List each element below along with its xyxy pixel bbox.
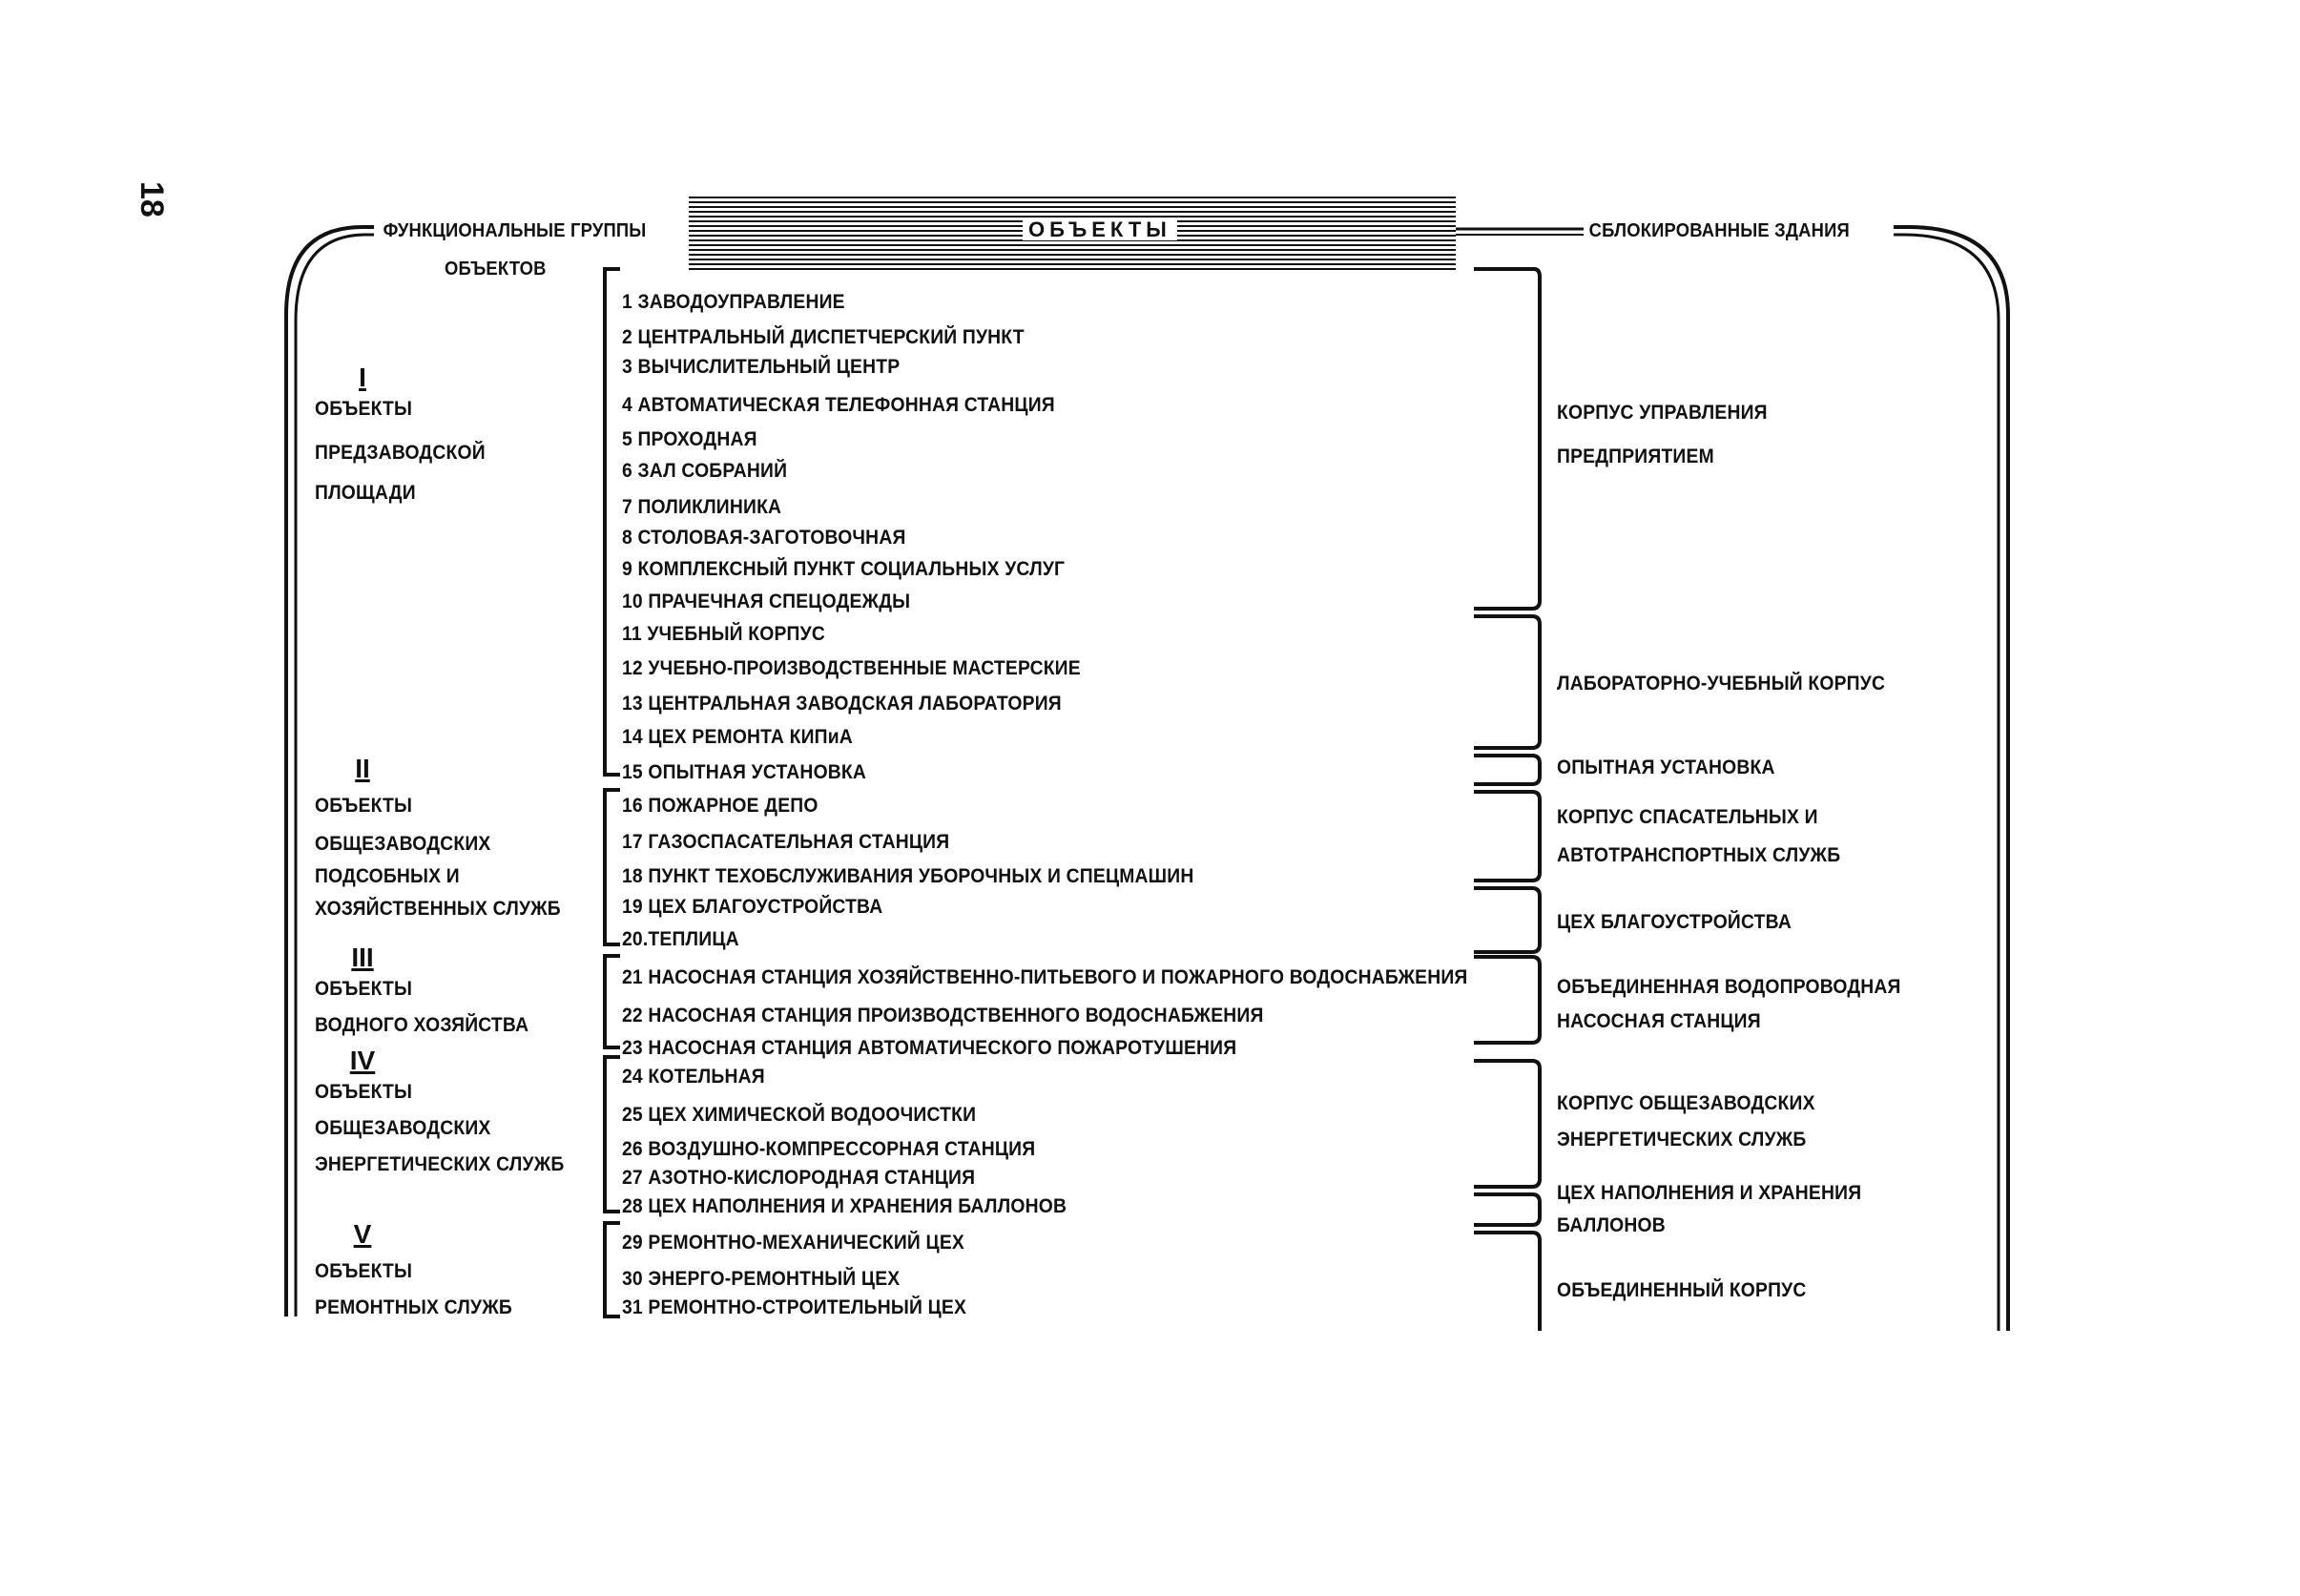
object-9: 9 КОМПЛЕКСНЫЙ ПУНКТ СОЦИАЛЬНЫХ УСЛУГ [622, 558, 1066, 580]
group-5-numeral: V [353, 1219, 372, 1249]
building-9-line-1: ОБЪЕДИНЕННЫЙ КОРПУС [1557, 1279, 1807, 1301]
object-17: 17 ГАЗОСПАСАТЕЛЬНАЯ СТАНЦИЯ [622, 831, 950, 853]
group-4-line-3: ЭНЕРГЕТИЧЕСКИХ СЛУЖБ [315, 1153, 565, 1175]
group-2-line-1: ОБЪЕКТЫ [315, 795, 413, 817]
group-1-line-2: ПРЕДЗАВОДСКОЙ [315, 442, 486, 464]
object-6: 6 ЗАЛ СОБРАНИЙ [622, 460, 788, 482]
object-24: 24 КОТЕЛЬНАЯ [622, 1066, 765, 1088]
building-6-line-2: НАСОСНАЯ СТАНЦИЯ [1557, 1010, 1761, 1032]
bracket-bld-6 [1474, 957, 1540, 1043]
building-2-line-1: ЛАБОРАТОРНО-УЧЕБНЫЙ КОРПУС [1557, 673, 1886, 694]
group-1-line-3: ПЛОЩАДИ [315, 482, 416, 504]
bracket-bld-3 [1474, 756, 1540, 784]
object-11: 11 УЧЕБНЫЙ КОРПУС [622, 623, 825, 645]
building-8-line-2: БАЛЛОНОВ [1557, 1214, 1666, 1236]
building-1-line-2: ПРЕДПРИЯТИЕМ [1557, 446, 1714, 467]
building-3-line-1: ОПЫТНАЯ УСТАНОВКА [1557, 757, 1775, 778]
building-7-line-1: КОРПУС ОБЩЕЗАВОДСКИХ [1557, 1092, 1815, 1114]
building-8-line-1: ЦЕХ НАПОЛНЕНИЯ И ХРАНЕНИЯ [1557, 1182, 1862, 1204]
object-25: 25 ЦЕХ ХИМИЧЕСКОЙ ВОДООЧИСТКИ [622, 1104, 977, 1126]
object-7: 7 ПОЛИКЛИНИКА [622, 496, 782, 518]
group-4-numeral: IV [349, 1046, 376, 1075]
group-4-line-2: ОБЩЕЗАВОДСКИХ [315, 1117, 491, 1139]
bracket-group-2 [605, 790, 620, 944]
group-1-line-1: ОБЪЕКТЫ [315, 398, 413, 420]
bracket-bld-9 [1474, 1233, 1540, 1331]
blocked-buildings-label: СБЛОКИРОВАННЫЕ ЗДАНИЯ [1585, 221, 1854, 240]
building-7-line-2: ЭНЕРГЕТИЧЕСКИХ СЛУЖБ [1557, 1129, 1807, 1150]
group-3-line-2: ВОДНОГО ХОЗЯЙСТВА [315, 1014, 529, 1036]
object-15: 15 ОПЫТНАЯ УСТАНОВКА [622, 761, 867, 783]
object-8: 8 СТОЛОВАЯ-ЗАГОТОВОЧНАЯ [622, 527, 906, 549]
objects-label: ОБЪЕКТЫ [1023, 219, 1177, 240]
object-20: 20.ТЕПЛИЦА [622, 928, 739, 950]
object-18: 18 ПУНКТ ТЕХОБСЛУЖИВАНИЯ УБОРОЧНЫХ И СПЕЦМАШИН [622, 865, 1194, 887]
object-10: 10 ПРАЧЕЧНАЯ СПЕЦОДЕЖДЫ [622, 591, 911, 612]
group-5-line-1: ОБЪЕКТЫ [315, 1260, 413, 1282]
group-2-line-4: ХОЗЯЙСТВЕННЫХ СЛУЖБ [315, 898, 561, 920]
bracket-group-1 [605, 269, 620, 775]
group-3-numeral: III [351, 943, 374, 972]
building-6-line-1: ОБЪЕДИНЕННАЯ ВОДОПРОВОДНАЯ [1557, 976, 1901, 998]
bracket-bld-4 [1474, 792, 1540, 881]
functional-groups-label-2: ОБЪЕКТОВ [445, 259, 547, 280]
object-19: 19 ЦЕХ БЛАГОУСТРОЙСТВА [622, 896, 883, 918]
building-4-line-1: КОРПУС СПАСАТЕЛЬНЫХ И [1557, 806, 1818, 828]
right-frame-line [1894, 227, 2008, 1331]
object-26: 26 ВОЗДУШНО-КОМПРЕССОРНАЯ СТАНЦИЯ [622, 1138, 1036, 1160]
group-2-numeral: II [355, 754, 370, 783]
object-12: 12 УЧЕБНО-ПРОИЗВОДСТВЕННЫЕ МАСТЕРСКИЕ [622, 657, 1081, 679]
object-28: 28 ЦЕХ НАПОЛНЕНИЯ И ХРАНЕНИЯ БАЛЛОНОВ [622, 1195, 1067, 1217]
bracket-bld-2 [1474, 616, 1540, 748]
building-1-line-1: КОРПУС УПРАВЛЕНИЯ [1557, 402, 1768, 424]
object-21: 21 НАСОСНАЯ СТАНЦИЯ ХОЗЯЙСТВЕННО-ПИТЬЕВОГО И ПОЖАРНОГО ВОДОСНАБЖЕНИЯ [622, 966, 1468, 988]
building-4-line-2: АВТОТРАНСПОРТНЫХ СЛУЖБ [1557, 844, 1841, 866]
object-3: 3 ВЫЧИСЛИТЕЛЬНЫЙ ЦЕНТР [622, 356, 901, 378]
object-27: 27 АЗОТНО-КИСЛОРОДНАЯ СТАНЦИЯ [622, 1167, 976, 1189]
bracket-group-5 [605, 1223, 620, 1316]
bracket-group-3 [605, 956, 620, 1047]
bracket-bld-1 [1474, 269, 1540, 609]
group-1-numeral: I [359, 363, 366, 392]
object-13: 13 ЦЕНТРАЛЬНАЯ ЗАВОДСКАЯ ЛАБОРАТОРИЯ [622, 693, 1062, 715]
group-4-line-1: ОБЪЕКТЫ [315, 1081, 413, 1103]
object-23: 23 НАСОСНАЯ СТАНЦИЯ АВТОМАТИЧЕСКОГО ПОЖАРОТУШЕНИЯ [622, 1037, 1237, 1059]
bracket-bld-7 [1474, 1061, 1540, 1187]
object-30: 30 ЭНЕРГО-РЕМОНТНЫЙ ЦЕХ [622, 1268, 901, 1290]
object-2: 2 ЦЕНТРАЛЬНЫЙ ДИСПЕТЧЕРСКИЙ ПУНКТ [622, 326, 1025, 348]
bracket-bld-8 [1474, 1194, 1540, 1225]
object-29: 29 РЕМОНТНО-МЕХАНИЧЕСКИЙ ЦЕХ [622, 1232, 964, 1254]
page-number: 18 [134, 181, 170, 218]
building-5-line-1: ЦЕХ БЛАГОУСТРОЙСТВА [1557, 911, 1792, 933]
object-22: 22 НАСОСНАЯ СТАНЦИЯ ПРОИЗВОДСТВЕННОГО ВОДОСНАБЖЕНИЯ [622, 1005, 1264, 1026]
right-frame-line-inner [1894, 235, 1999, 1331]
bracket-group-4 [605, 1057, 620, 1212]
object-5: 5 ПРОХОДНАЯ [622, 428, 757, 450]
group-3-line-1: ОБЪЕКТЫ [315, 978, 413, 1000]
object-1: 1 ЗАВОДОУПРАВЛЕНИЕ [622, 291, 845, 313]
functional-groups-label: ФУНКЦИОНАЛЬНЫЕ ГРУППЫ [380, 221, 650, 240]
object-31: 31 РЕМОНТНО-СТРОИТЕЛЬНЫЙ ЦЕХ [622, 1296, 967, 1318]
object-4: 4 АВТОМАТИЧЕСКАЯ ТЕЛЕФОННАЯ СТАНЦИЯ [622, 394, 1055, 416]
bracket-bld-5 [1474, 888, 1540, 952]
object-16: 16 ПОЖАРНОЕ ДЕПО [622, 795, 818, 817]
group-2-line-3: ПОДСОБНЫХ И [315, 865, 460, 887]
group-5-line-2: РЕМОНТНЫХ СЛУЖБ [315, 1296, 512, 1318]
group-2-line-2: ОБЩЕЗАВОДСКИХ [315, 833, 491, 855]
object-14: 14 ЦЕХ РЕМОНТА КИПиА [622, 726, 853, 748]
